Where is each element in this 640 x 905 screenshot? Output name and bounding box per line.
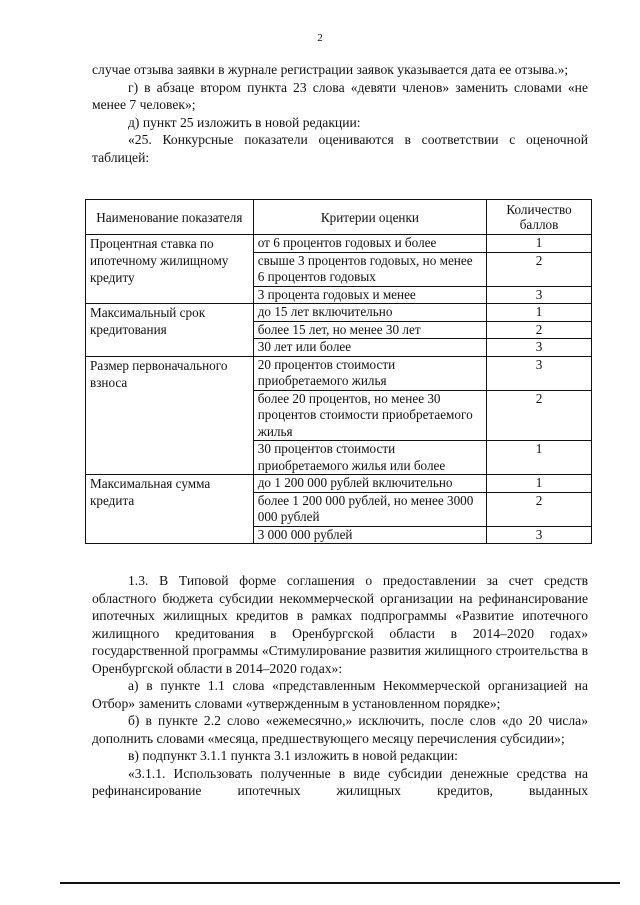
header-criteria: Критерии оценки [253,200,486,235]
table-row [86,475,592,493]
criterion-cell: более 20 процентов, но менее 30 процентов стоимости приобретаемого жилья [253,390,486,441]
indicator-name: Максимальная сумма кредита [86,475,254,544]
top-text-block [92,61,588,166]
page-number: 2 [317,32,323,44]
indicator-name: Размер первоначального взноса [86,356,254,475]
paragraph: «25. Конкурсные показатели оцениваются в соответствии с оценочной таблицей: [92,132,588,165]
table-row [86,235,592,253]
criterion-cell: 30 лет или более [253,339,486,357]
points-cell: 3 [487,526,592,544]
points-cell: 1 [487,235,592,253]
paragraph: 1.3. В Типовой форме соглашения о предоставлении за счет средств областного бюджета субсидии некоммерческой организации на рефинансирование ипотечных жилищных кредитов в рамках подпрограммы «Развитие ипотечного жилищного кредитования в Оренбургской области в 2014–2020 годах» государственной программы «Стимулирование развития жилищного строительства в Оренбургской области в 2014–2020 годах»: [92,573,588,676]
points-cell: 1 [487,441,592,475]
header-points: Количество баллов [487,200,592,235]
criterion-cell: более 1 200 000 рублей, но менее 3000 000 рублей [253,492,486,526]
indicator-name: Процентная ставка по ипотечному жилищному кредиту [86,235,254,304]
criterion-cell: свыше 3 процентов годовых, но менее 6 процентов годовых [253,252,486,286]
criterion-cell: 30 процентов стоимости приобретаемого жилья или более [253,441,486,475]
indicator-name: Максимальный срок кредитования [86,304,254,357]
bottom-rule [60,882,620,884]
criterion-cell: от 6 процентов годовых и более [253,235,486,253]
points-cell: 2 [487,321,592,339]
criterion-cell: 3 процента годовых и менее [253,286,486,304]
paragraph: а) в пункте 1.1 слова «представленным Некоммерческой организацией на Отбор» заменить словами «утвержденным в установленном порядке»; [92,678,588,711]
criterion-cell: более 15 лет, но менее 30 лет [253,321,486,339]
points-cell: 3 [487,286,592,304]
points-cell: 2 [487,492,592,526]
criterion-cell: до 1 200 000 рублей включительно [253,475,486,493]
scoring-table [85,199,592,544]
header-indicator: Наименование показателя [86,200,254,235]
criterion-cell: 3 000 000 рублей [253,526,486,544]
table-row [86,356,592,390]
table-row [86,304,592,322]
paragraph: в) подпункт 3.1.1 пункта 3.1 изложить в новой редакции: [128,748,458,763]
bottom-text-block [92,572,588,800]
criterion-cell: до 15 лет включительно [253,304,486,322]
points-cell: 2 [487,390,592,441]
table-header-row [86,200,592,235]
criterion-cell: 20 процентов стоимости приобретаемого жилья [253,356,486,390]
paragraph: б) в пункте 2.2 слово «ежемесячно,» исключить, после слов «до 20 числа» дополнить словами «месяца, предшествующего месяцу перечисления субсидии»; [92,713,588,746]
paragraph: д) пункт 25 изложить в новой редакции: [128,114,361,130]
paragraph: г) в абзаце втором пункта 23 слова «девяти членов» заменить словами «не менее 7 человек»; [92,79,588,112]
points-cell: 1 [487,304,592,322]
points-cell: 3 [487,339,592,357]
paragraph: случае отзыва заявки в журнале регистрации заявок указывается дата ее отзыва.»; [92,62,569,77]
points-cell: 1 [487,475,592,493]
points-cell: 2 [487,252,592,286]
points-cell: 3 [487,356,592,390]
paragraph: «3.1.1. Использовать полученные в виде субсидии денежные средства на рефинансирование ипотечных жилищных кредитов, выданных [92,765,588,798]
